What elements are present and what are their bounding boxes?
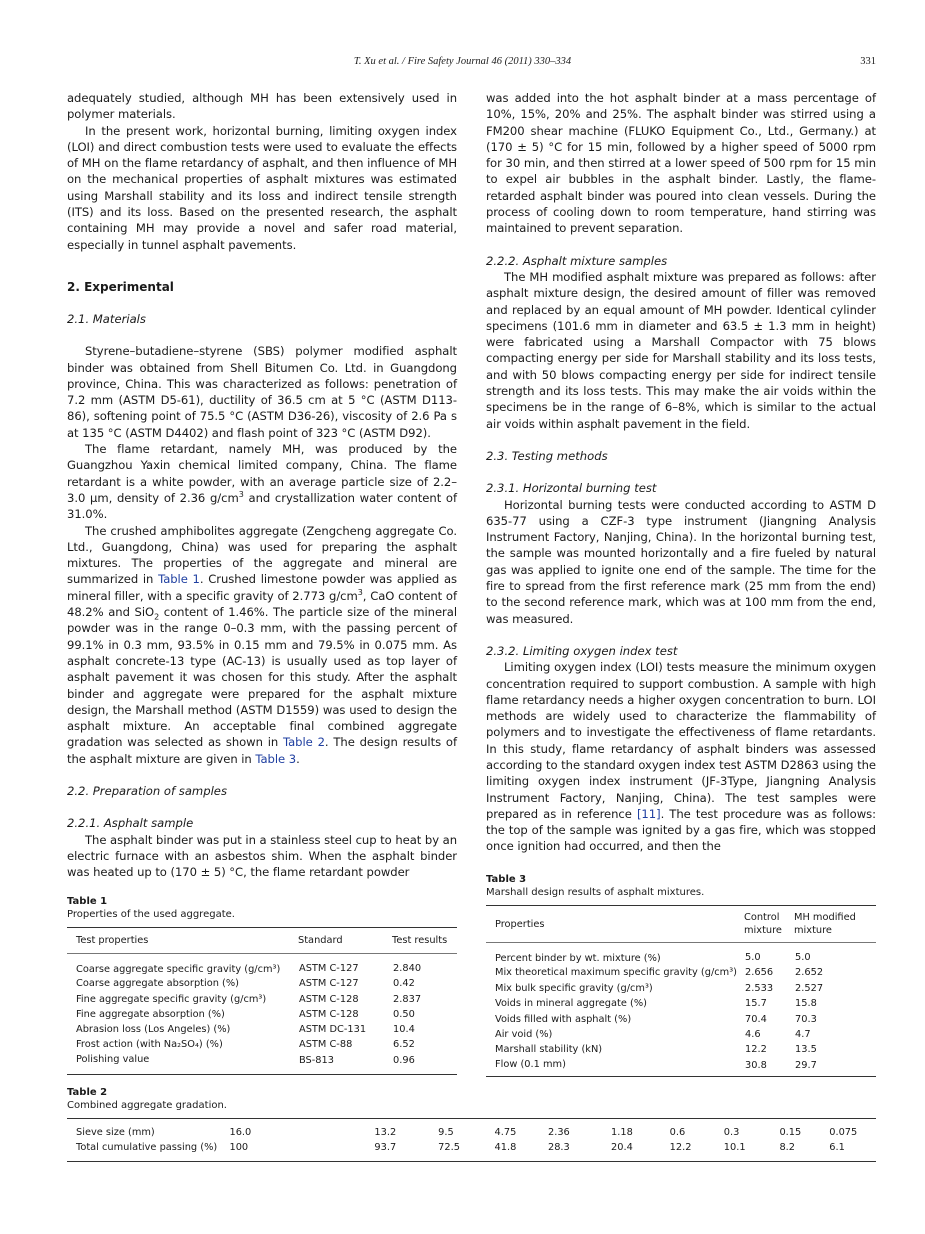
- table-3-label: Table 3: [486, 874, 527, 885]
- header-line: mixture: [744, 925, 782, 936]
- control-value-cell: 70.4: [745, 1013, 767, 1025]
- sieve-size-cell: 13.2: [374, 1127, 397, 1138]
- property-cell: Fine aggregate specific gravity (g/cm³): [76, 993, 267, 1005]
- table-row: [67, 1053, 457, 1075]
- result-cell: 2.840: [393, 963, 422, 974]
- subsection-heading-preparation: 2.2. Preparation of samples: [67, 783, 227, 798]
- property-cell: Coarse aggregate absorption (%): [76, 978, 239, 990]
- sieve-size-cell: 0.075: [829, 1127, 858, 1138]
- table-row: [486, 1042, 876, 1057]
- intro-continuation: adequately studied, although MH has been extensively used in polymer materials.: [67, 91, 457, 122]
- reference-11-link[interactable]: [11]: [636, 806, 661, 821]
- table-1-caption: Properties of the used aggregate.: [67, 909, 235, 920]
- passing-cell: 12.2: [669, 1142, 692, 1153]
- sieve-size-cell: 0.6: [669, 1127, 686, 1138]
- control-value-cell: 15.7: [745, 998, 767, 1010]
- loi-paragraph: [486, 659, 876, 855]
- subsection-heading-materials: 2.1. Materials: [67, 311, 146, 326]
- standard-cell: ASTM C-88: [299, 1039, 353, 1051]
- mh-value-cell: 2.527: [795, 982, 824, 994]
- standard-cell: ASTM C-128: [299, 1008, 359, 1020]
- passing-cell: 41.8: [494, 1142, 517, 1153]
- passing-cell: 8.2: [779, 1142, 796, 1153]
- mh-value-cell: 15.8: [795, 998, 817, 1010]
- section-heading-experimental: 2. Experimental: [67, 279, 174, 294]
- asphalt-sample-paragraph: The asphalt binder was put in a stainless steel cup to heat by an electric furnace with an asbestos shim. When the asphalt binder was heated up to (170 ± 5) °C, the flame retardant powder: [67, 832, 457, 880]
- property-cell: Abrasion loss (Los Angeles) (%): [76, 1024, 231, 1036]
- right-column: [486, 90, 876, 855]
- subscript: 2: [154, 612, 160, 622]
- subsubsection-heading-horizontal-burning: 2.3.1. Horizontal burning test: [486, 481, 657, 496]
- control-value-cell: 5.0: [745, 952, 761, 963]
- table-1-label: Table 1: [67, 896, 108, 907]
- result-cell: 0.50: [393, 1008, 415, 1020]
- result-cell: 2.837: [393, 993, 422, 1005]
- col-header: Test results: [392, 935, 448, 946]
- text-span: The crushed amphibolites aggregate (Zengcheng aggregate Co. Ltd., Guangdong, China) was used for preparing the asphalt mixtures. The properties of the aggregate and mineral are summarized in: [67, 523, 457, 587]
- journal-citation: T. Xu et al. / Fire Safety Journal 46 (2011) 330–334: [353, 56, 572, 67]
- result-cell: 10.4: [393, 1024, 415, 1036]
- passing-cell: 20.4: [611, 1142, 633, 1153]
- standard-cell: BS-813: [299, 1054, 335, 1066]
- table-row: [486, 943, 876, 966]
- superscript: 3: [357, 587, 363, 597]
- text-span: Limiting oxygen index (LOI) tests measure the minimum oxygen concentration required to support combustion. A sample with high flame retardancy needs a higher oxygen concentration to burn. LOI methods are widely used to characterize the flammability of polymers and to investigate the effectiveness of flame retardants. In this study, flame retardancy of asphalt binders was assessed according to the standard oxygen index test ASTM D2863 using the limiting oxygen index instrument (JF-3Type, Jiangning Analysis Instrument Factory, Nanjing, China). The test samples were prepared as in reference: [486, 660, 876, 821]
- table-row: [67, 1007, 457, 1022]
- mh-value-cell: 4.7: [795, 1029, 811, 1041]
- col-header-control: [744, 906, 794, 943]
- passing-cell: 93.7: [374, 1142, 397, 1153]
- row-label-cell: Sieve size (mm): [76, 1127, 155, 1138]
- horizontal-burning-paragraph: Horizontal burning tests were conducted according to ASTM D 635-77 using a CZF-3 type instrument (Jiangning Analysis Instrument Factory, Nanjing, China). In the horizontal burning test, the sample was mounted horizontally and a fire fueled by natural gas was applied to ignite one end of the sample. The time for the fire to spread from the first reference mark (25 mm from the end) to the second reference mark, which was at 100 mm from the end, was measured.: [486, 497, 876, 626]
- left-column: [67, 90, 457, 880]
- running-header: [0, 56, 925, 70]
- subsubsection-heading-mixture-samples: 2.2.2. Asphalt mixture samples: [486, 253, 668, 268]
- control-value-cell: 12.2: [745, 1044, 767, 1056]
- passing-cell: 6.1: [829, 1142, 845, 1153]
- table-row: [67, 1022, 457, 1037]
- passing-cell: 100: [229, 1142, 249, 1153]
- superscript: 3: [238, 490, 244, 500]
- col-header-mh: [794, 906, 876, 943]
- table-row: [486, 1027, 876, 1042]
- passing-cell: 72.5: [438, 1142, 460, 1153]
- property-cell: Polishing value: [76, 1054, 150, 1066]
- property-cell: Voids filled with asphalt (%): [495, 1013, 632, 1025]
- table-row: [67, 992, 457, 1007]
- property-cell: Voids in mineral aggregate (%): [495, 998, 647, 1010]
- sbs-binder-paragraph: Styrene–butadiene–styrene (SBS) polymer modified asphalt binder was obtained from Shell Bitumen Co. Ltd. in Guangdong province, China. This was characterized as follows: penetration of 7.2 mm (ASTM D5-61), ductility of 36.5 cm at 5 °C (ASTM D113-86), softening point of 75.5 °C (ASTM D36-26), viscosity of 2.6 Pa s at 135 °C (ASTM D4402) and flash point of 323 °C (ASTM D92).: [67, 344, 457, 440]
- standard-cell: ASTM C-127: [299, 978, 359, 990]
- mh-value-cell: 13.5: [795, 1044, 817, 1056]
- table-3: [486, 873, 876, 1077]
- property-cell: Fine aggregate absorption (%): [76, 1008, 225, 1020]
- col-header: Properties: [495, 918, 545, 930]
- mh-flame-retardant-paragraph: [67, 441, 457, 522]
- property-cell: Mix bulk specific gravity (g/cm³): [495, 982, 653, 994]
- header-line: Control: [744, 912, 780, 923]
- page-number: 331: [860, 56, 876, 67]
- result-cell: 0.42: [393, 978, 415, 990]
- sieve-size-cell: 16.0: [229, 1127, 252, 1138]
- control-value-cell: 2.533: [745, 982, 774, 994]
- table-row: [486, 965, 876, 980]
- mh-value-cell: 2.652: [795, 967, 824, 979]
- control-value-cell: 2.656: [745, 967, 774, 979]
- table-2-caption: Combined aggregate gradation.: [67, 1100, 227, 1111]
- mh-value-cell: 5.0: [795, 952, 811, 963]
- header-line: MH modified: [794, 912, 856, 923]
- table-row: [67, 1140, 876, 1162]
- text-span: The flame retardant, namely MH, was produced by the Guangzhou Yaxin chemical limited company, China. The flame retardant is a white powder, with an average particle size of 2.2–3.0 μm, density of 2.36 g/cm: [67, 442, 457, 505]
- text-span: .: [296, 751, 300, 766]
- table-row: [486, 1012, 876, 1027]
- table-row: [67, 1119, 876, 1141]
- table-row: [67, 954, 457, 977]
- table-row: [486, 996, 876, 1011]
- table-2-label: Table 2: [67, 1087, 108, 1098]
- subsection-heading-testing-methods: 2.3. Testing methods: [486, 448, 608, 463]
- standard-cell: ASTM DC-131: [299, 1024, 367, 1036]
- text-span: and crystallization water content of 31.0%.: [67, 490, 457, 522]
- subsubsection-heading-loi: 2.3.2. Limiting oxygen index test: [486, 643, 678, 658]
- property-cell: Mix theoretical maximum specific gravity (g/cm³): [495, 967, 737, 979]
- sieve-size-cell: 4.75: [494, 1127, 517, 1138]
- property-cell: Flow (0.1 mm): [495, 1059, 566, 1071]
- table-row: [486, 1058, 876, 1077]
- table-row: [486, 981, 876, 996]
- sieve-size-cell: 0.3: [723, 1127, 740, 1138]
- table-row: [67, 976, 457, 991]
- result-cell: 0.96: [393, 1054, 415, 1066]
- table-1-grid: [67, 927, 457, 1075]
- property-cell: Frost action (with Na₂SO₄) (%): [76, 1039, 223, 1051]
- result-cell: 6.52: [393, 1039, 415, 1051]
- table-1-link[interactable]: Table 1: [158, 572, 200, 587]
- sieve-size-cell: 1.18: [611, 1127, 633, 1138]
- property-cell: Air void (%): [495, 1029, 553, 1041]
- control-value-cell: 4.6: [745, 1029, 761, 1041]
- property-cell: Coarse aggregate specific gravity (g/cm³): [76, 963, 281, 975]
- mixture-samples-paragraph: The MH modified asphalt mixture was prepared as follows: after asphalt mixture design, the desired amount of filler was removed and replaced by an equal amount of MH powder. Identical cylinder specimens (101.6 mm in diameter and 63.5 ± 1.3 mm in height) were fabricated using a Marshall Compactor with 75 blows compacting energy per side for Marshall stability and its loss tests, and with 50 blows compacting energy per side for indirect tensile strength and its loss tests. This may make the air voids within the specimens be in the range of 6–8%, which is similar to the actual air voids within asphalt pavement in the field.: [486, 269, 876, 431]
- text-span: , CaO content of 48.2% and SiO: [67, 588, 457, 620]
- asphalt-sample-continuation: was added into the hot asphalt binder at a mass percentage of 10%, 15%, 20% and 25%. The asphalt binder was stirred using a FM200 shear machine (FLUKO Equipment Co., Ltd., Germany.) at (170 ± 5) °C for 15 min, followed by a higher speed of 5000 rpm for 30 min, and then stirred at a lower speed of 500 rpm for 15 min to expel air bubbles in the asphalt binder. Lastly, the flame-retarded asphalt binder was poured into clean vessels. During the process of cooling down to room temperature, hand stirring was maintained to prevent separation.: [486, 91, 876, 236]
- passing-cell: 28.3: [547, 1142, 570, 1153]
- property-cell: Percent binder by wt. mixture (%): [495, 952, 661, 964]
- text-span: . The design results of the asphalt mixture are given in: [67, 735, 457, 766]
- control-value-cell: 30.8: [745, 1059, 767, 1071]
- header-line: mixture: [794, 925, 832, 936]
- col-header: Standard: [298, 935, 343, 946]
- table-1: [67, 895, 457, 1075]
- text-span: content of 1.46%. The particle size of the mineral powder was in the range 0–0.3 mm, with the passing percent of 99.1% in 0.3 mm, 93.5% in 0.15 mm and 79.5% in 0.075 mm. As asphalt concrete-13 type (AC-13) is usually used as top layer of asphalt pavement it was chosen for this study. After the asphalt binder and aggregate were prepared for the asphalt mixture design, the Marshall method (ASTM D1559) was used to design the asphalt mixture. An acceptable final combined aggregate gradation was selected as shown in: [67, 605, 457, 750]
- sieve-size-cell: 9.5: [438, 1127, 454, 1138]
- table-2: [67, 1086, 876, 1162]
- sieve-size-cell: 2.36: [547, 1127, 570, 1138]
- aggregate-paragraph: [67, 523, 457, 767]
- col-header: Test properties: [76, 935, 149, 946]
- passing-cell: 10.1: [723, 1142, 746, 1153]
- present-work-paragraph: In the present work, horizontal burning, limiting oxygen index (LOI) and direct combustion tests were used to evaluate the effects of MH on the flame retardancy of asphalt, and then influence of MH on the mechanical properties of asphalt mixtures was estimated using Marshall stability and its loss and indirect tensile strength (ITS) and its loss. Based on the presented research, the asphalt containing MH may provide a novel and safer road material, especially in tunnel asphalt pavements.: [67, 123, 457, 252]
- sieve-size-cell: 0.15: [779, 1127, 802, 1138]
- row-label-cell: Total cumulative passing (%): [76, 1142, 218, 1153]
- table-3-caption: Marshall design results of asphalt mixtures.: [486, 887, 705, 898]
- table-3-grid: [486, 905, 876, 1077]
- table-3-link[interactable]: Table 3: [255, 751, 297, 766]
- property-cell: Marshall stability (kN): [495, 1044, 603, 1056]
- standard-cell: ASTM C-128: [299, 993, 359, 1005]
- subsubsection-heading-asphalt-sample: 2.2.1. Asphalt sample: [67, 816, 194, 831]
- table-row: [67, 1037, 457, 1052]
- text-span: . Crushed limestone powder was applied as mineral filler, with a specific gravity of 2.773 g/cm: [67, 572, 458, 603]
- table-2-link[interactable]: Table 2: [283, 735, 325, 750]
- table-2-grid: [67, 1118, 876, 1162]
- text-span: . The test procedure was as follows: the top of the sample was ignited by a gas fire, which was stopped once ignition had occurred, and then the: [486, 806, 876, 854]
- mh-value-cell: 29.7: [795, 1059, 817, 1071]
- mh-value-cell: 70.3: [795, 1013, 817, 1025]
- standard-cell: ASTM C-127: [299, 963, 359, 974]
